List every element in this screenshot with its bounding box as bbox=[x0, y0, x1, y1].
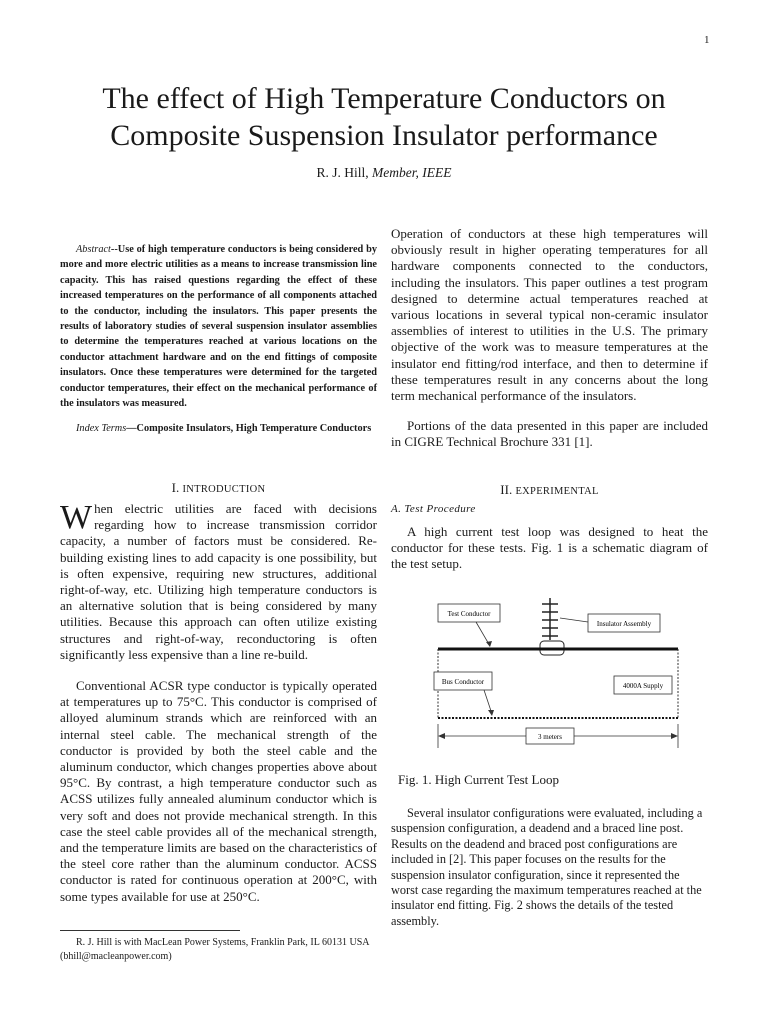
page-number: 1 bbox=[704, 34, 710, 46]
right-intro-paragraph-2: Portions of the data presented in this paper are included in CIGRE Technical Brochure 331 [1]. bbox=[391, 418, 708, 450]
intro-paragraph-1 bbox=[60, 501, 377, 663]
title-line-1: The effect of High Temperature Conductors on bbox=[102, 82, 666, 115]
section-2-heading bbox=[391, 482, 708, 498]
figure-1-caption: Fig. 1. High Current Test Loop bbox=[398, 772, 559, 787]
test-conductor-label: Test Conductor bbox=[447, 610, 491, 618]
footnote-rule bbox=[60, 930, 240, 931]
pointer-line bbox=[560, 618, 588, 622]
supply-label: 4000A Supply bbox=[622, 682, 664, 690]
abstract-label: Abstract bbox=[76, 244, 111, 255]
author-name: R. J. Hill, bbox=[316, 165, 373, 180]
intro-paragraph-2: Conventional ACSR type conductor is typically operated at temperatures up to 75°C. This conductor is comprised of alloyed aluminum strands which are reinforced with an internal steel cable. The mechanical strength of the conductor is provided by both the steel cable and the aluminum conductor, which changes properties above about 95°C. By contrast, a high temperature conductor such as ACSS utilizes fully annealed aluminum conductor which is very soft and does not provide mechanical strength. In this case the steel cable provides all of the mechanical strength, and the temperature limits are based on the characteristics of the steel core rather than the aluminum conductor. ACSS conductor is rated for continuous operation at 200°C, with some types available for use at 250°C. bbox=[60, 678, 377, 904]
author-role: Member, IEEE bbox=[372, 165, 452, 180]
section-1-title: INTRODUCTION bbox=[182, 484, 266, 495]
dimension-arrow-right bbox=[671, 733, 678, 739]
pointer-arrow bbox=[486, 641, 492, 647]
section-2-numeral: II. bbox=[500, 482, 516, 497]
figure-1-diagram bbox=[428, 592, 688, 760]
index-terms bbox=[60, 421, 377, 436]
right-intro-paragraph-1: Operation of conductors at these high temperatures will obviously result in higher operating temperatures for all hardware components connected to the conductors, including the insulators. This paper outlines a test program designed to determine actual temperatures reached at various locations in several typical non-ceramic insulator assemblies of interest to utilities in the U.S. The primary objective of the work was to measure temperatures at the insulator end fitting/rod interface, and then to determine if these temperatures result in any concerns about the long term mechanical performance of the insulators. bbox=[391, 226, 708, 404]
index-terms-text: —Composite Insulators, High Temperature Conductors bbox=[126, 423, 372, 434]
bus-conductor-label: Bus Conductor bbox=[441, 678, 485, 686]
abstract-text: --Use of high temperature conductors is being considered by more and more electric utilities as a means to increase transmission line capacity. This has raised questions regarding the effect of these increased temperatures on the performance of all components attached to the conductor, including the insulators. This paper presents the results of laboratory studies of several suspension insulator assemblies to determine the temperatures reached at various locations on the conductor attachment hardware and on the end fittings of composite insulators. Once these temperatures were determined for the targeted conductor temperatures, their effect on the mechanical performance of the insulators was measured. bbox=[60, 244, 377, 410]
drop-cap: W bbox=[60, 499, 93, 536]
intro-paragraph-1-text: hen electric utilities are faced with decisions regarding how to increase transmission corridor capacity, a number of factors must be considered. Re-building existing lines to add capacity is one possibility, but is often expensive, requiring new structures, additional right-of-way, etc. Utilizing high temperature conductors is an alternative solution that is being considered by many utilities. Because this approach can often utilize existing structures and right-of-way, reconductoring is often significantly less expensive than a line re-build. bbox=[60, 501, 377, 662]
author-line bbox=[40, 165, 728, 181]
dimension-arrow-left bbox=[438, 733, 445, 739]
subsection-a-heading: A. Test Procedure bbox=[391, 503, 476, 515]
title-line-2: Composite Suspension Insulator performance bbox=[110, 119, 658, 152]
experimental-paragraph-2: Several insulator configurations were evaluated, including a suspension configuration, a deadend and a braced line post. Results on the deadend and braced post configurations are included in [2]. This paper focuses on the results for the suspension insulator configuration, since it represented the worst case regarding the maximum temperatures reached at the insulator end fitting. Fig. 2 shows the details of the tested assembly. bbox=[391, 806, 703, 928]
experimental-paragraph-1: A high current test loop was designed to heat the conductor for these tests. Fig. 1 is a schematic diagram of the test setup. bbox=[391, 524, 708, 572]
section-2-title: EXPERIMENTAL bbox=[515, 486, 599, 497]
insulator-assembly-label: Insulator Assembly bbox=[596, 620, 652, 628]
section-1-numeral: I. bbox=[171, 480, 183, 495]
abstract bbox=[60, 242, 377, 411]
index-terms-label: Index Terms bbox=[76, 423, 127, 434]
distance-label: 3 meters bbox=[538, 733, 562, 741]
paper-title bbox=[40, 80, 728, 154]
pointer-arrow bbox=[488, 710, 494, 716]
footnote: R. J. Hill is with MacLean Power Systems, Franklin Park, IL 60131 USA (bhill@macleanpower.com) bbox=[60, 937, 369, 962]
section-1-heading bbox=[60, 480, 377, 496]
